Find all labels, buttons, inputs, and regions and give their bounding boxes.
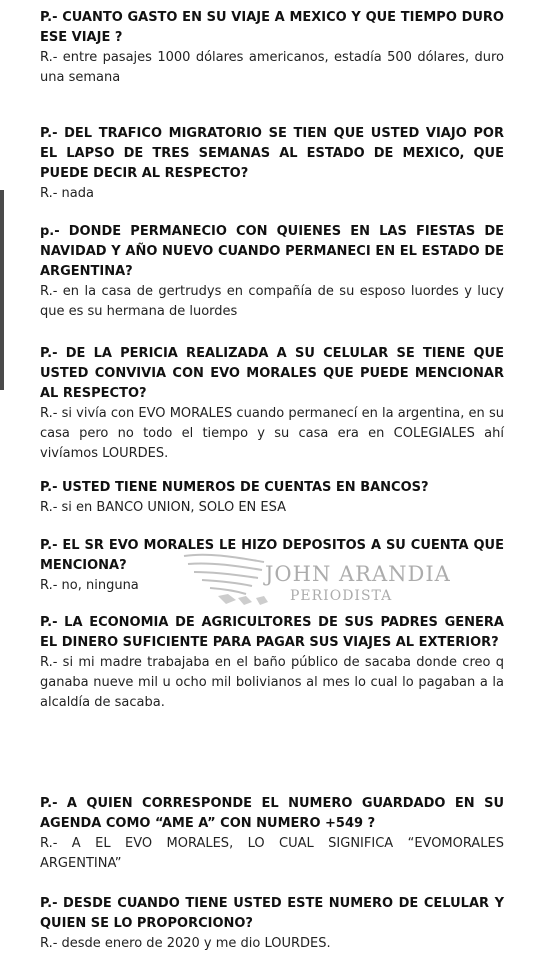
feather-icon	[180, 548, 270, 608]
question-text: p.- DONDE PERMANECIO CON QUIENES EN LAS FIESTAS DE NAVIDAD Y AÑO NUEVO CUANDO PERMANECI EN EL ESTADO DE ARGENTINA?	[40, 224, 504, 279]
qa-block-1	[40, 8, 504, 88]
qa-block-5	[40, 478, 504, 518]
question-text: P.- DE LA PERICIA REALIZADA A SU CELULAR SE TIENE QUE USTED CONVIVIA CON EVO MORALES QUE PUEDE MENCIONAR AL RESPECTO?	[40, 346, 504, 401]
answer-text: R.- en la casa de gertrudys en compañía de su esposo luordes y lucy que es su hermana de luordes	[40, 284, 504, 319]
question-text: P.- A QUIEN CORRESPONDE EL NUMERO GUARDADO EN SU AGENDA COMO “AME A” CON NUMERO +549 ?	[40, 796, 504, 831]
watermark-subtitle: PERIODISTA	[290, 588, 393, 604]
qa-block-7	[40, 613, 504, 713]
qa-block-4	[40, 344, 504, 464]
answer-text: R.- A EL EVO MORALES, LO CUAL SIGNIFICA “EVOMORALES ARGENTINA”	[40, 836, 504, 871]
qa-block-2	[40, 124, 504, 204]
watermark	[180, 548, 451, 610]
question-text: P.- LA ECONOMIA DE AGRICULTORES DE SUS PADRES GENERA EL DINERO SUFICIENTE PARA PAGAR SUS VIAJES AL EXTERIOR?	[40, 615, 504, 650]
answer-text: R.- si en BANCO UNION, SOLO EN ESA	[40, 500, 286, 515]
answer-text: R.- no, ninguna	[40, 578, 139, 593]
question-text: P.- DESDE CUANDO TIENE USTED ESTE NUMERO DE CELULAR Y QUIEN SE LO PROPORCIONO?	[40, 896, 504, 931]
answer-text: R.- entre pasajes 1000 dólares americanos, estadía 500 dólares, duro una semana	[40, 50, 504, 85]
question-text: P.- EL SR EVO MORALES LE HIZO DEPOSITOS A SU CUENTA QUE MENCIONA?	[40, 538, 504, 573]
watermark-name: JOHN ARANDIA	[265, 562, 451, 586]
question-text: P.- DEL TRAFICO MIGRATORIO SE TIEN QUE USTED VIAJO POR EL LAPSO DE TRES SEMANAS AL ESTADO DE MEXICO, QUE PUEDE DECIR AL RESPECTO?	[40, 126, 504, 181]
question-text: P.- CUANTO GASTO EN SU VIAJE A MEXICO Y QUE TIEMPO DURO ESE VIAJE ?	[40, 10, 504, 45]
answer-text: R.- desde enero de 2020 y me dio LOURDES.	[40, 936, 331, 951]
answer-text: R.- si vivía con EVO MORALES cuando permanecí en la argentina, en su casa pero no todo el tiempo y su casa era en COLEGIALES ahí vivíamos LOURDES.	[40, 406, 504, 461]
qa-block-3	[40, 222, 504, 322]
answer-text: R.- si mi madre trabajaba en el baño público de sacaba donde creo q ganaba nueve mil u ocho mil bolivianos al mes lo cual lo pagaban a la alcaldía de sacaba.	[40, 655, 504, 710]
page-edge-shadow	[0, 190, 4, 390]
question-text: P.- USTED TIENE NUMEROS DE CUENTAS EN BANCOS?	[40, 480, 429, 495]
qa-block-8	[40, 794, 504, 874]
answer-text: R.- nada	[40, 186, 94, 201]
qa-block-9	[40, 894, 504, 954]
